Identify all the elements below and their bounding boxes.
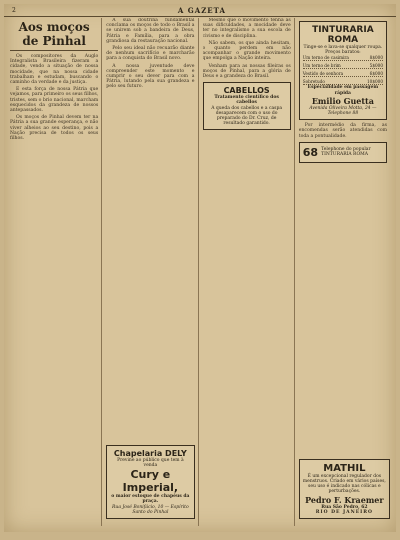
ad-subtitle: Tratamento científico dos cabellos	[214, 95, 279, 106]
price-value: 10$000	[367, 79, 383, 85]
price-row	[303, 71, 383, 77]
price-value: 8$000	[369, 55, 383, 61]
ad-number: 68	[302, 145, 319, 159]
price-item: Um terno de brim	[302, 63, 341, 69]
ad-line: Previne ao público que tem à venda	[117, 457, 184, 468]
ad-street: Rua São Pedro, 62	[321, 504, 368, 510]
ad-text: A queda dos cabellos e a caspa desaparecem com o uso do preparado do Dr. Cruz, de resultado garantido.	[211, 105, 283, 127]
page-number: 2	[12, 6, 16, 14]
price-item: Sobretudo	[302, 79, 325, 85]
paper-title: A GAZETA	[177, 5, 226, 15]
ad-cabelos	[203, 82, 291, 130]
ad-chapelaria	[106, 445, 194, 519]
column-1	[10, 18, 102, 526]
headline: Aos moços de Pinhal	[10, 20, 98, 51]
ad-line: o maior estoque de chapéus da praça.	[111, 494, 190, 505]
ad-text: Telephone do popular TINTURARIA ROMA	[321, 147, 371, 158]
paragraph: Não sabem, os que ainda hesitam, o quanto perdem em não acompanhar o grande movimento que empolga a Nação inteira.	[202, 40, 291, 62]
ad-tagline: Especialidade em passagem rápida	[307, 85, 379, 96]
price-row	[303, 55, 383, 61]
ad-city: RIO DE JANEIRO	[315, 509, 373, 515]
ad-address: Avenida Oliveira Motta, 24 — Telephone 88	[309, 105, 377, 117]
ad-tinturaria	[299, 21, 387, 120]
notes	[299, 123, 387, 139]
price-value: 5$000	[369, 63, 383, 69]
ad-owner: Emilio Guetta	[311, 95, 374, 106]
ad-title: TINTURARIA ROMA	[312, 25, 374, 45]
article-body-1	[10, 54, 98, 141]
paragraph: Os compositores da Auglo Integralista Brasileira fizeram a cidade, vendo a situação de nossa mocidade, que na nossa cidade trabalham e estudam, buscando o caminho da verdade e da justiça.	[10, 54, 99, 86]
article-body-2	[106, 18, 194, 90]
column-3	[203, 18, 295, 526]
paragraph: A nossa juventude deve compreender este momento e cumprir o seu dever para com a Pátria, lutando pela sua grandeza e pelo seu futuro.	[106, 63, 195, 90]
column-2	[106, 18, 198, 526]
ad-title: MATHIL	[323, 462, 366, 474]
ad-agent: Pedro F. Kraemer	[305, 494, 384, 505]
price-list	[303, 55, 383, 85]
paragraph: Os moços de Pinhal devem ter na Pátria a sua grande esperança, e não viver alheios ao seu destino, pois a Nação precisa de todos os seus filhos.	[10, 115, 99, 142]
price-value: 6$000	[369, 71, 383, 77]
ad-text: É um excepcional regulador dos menstruos. Criado em vários países, seu uso é indicado nas cólicas e perturbações.	[302, 473, 386, 495]
article-body-3	[203, 18, 291, 79]
price-item: Um terno de casimira	[302, 55, 349, 61]
ad-intro: Tinge-se e lava-se qualquer roupa. Preços baratos:	[303, 45, 383, 56]
ad-68	[299, 142, 387, 163]
paragraph: A sua doutrina fundamental conclama os moços de todo o Brasil a se unirem sob a bandeira de Deus, Pátria e Família, para a obra grandiosa da restauração nacional.	[106, 18, 195, 44]
paragraph: Venham para as nossas fileiras os moços de Pinhal, para a glória de Deus e a grandeza do Brasil.	[202, 63, 291, 80]
ad-address: Rua José Bonifácio, 10 — Espírito Santo do Pinhal	[112, 504, 189, 515]
paragraph: Por intermédio da firma, as encomendas serão atendidas com toda a pontualidade.	[298, 123, 387, 139]
paragraph: E esta força de nossa Pátria que vejamos, para primeiro os seus filhos, tristes, sem o brio nacional, marcham esquecidos da grandeza de nossos antepassados.	[10, 87, 99, 114]
ad-title: Chapelaria DELY	[113, 448, 187, 458]
masthead	[4, 4, 396, 17]
ad-mathil	[299, 459, 390, 519]
ad-brand: Cury e Imperial,	[122, 468, 179, 495]
price-row	[303, 63, 383, 69]
paragraph: Pelo seu ideal não recuarão diante de nenhum sacrifício e marcharão para a conquista do Brasil novo.	[106, 46, 195, 62]
price-item: Vestido de senhora	[302, 71, 344, 77]
newspaper-page	[4, 4, 396, 532]
column-4	[299, 18, 390, 526]
ad-title: CABELLOS	[223, 86, 270, 96]
columns	[10, 18, 390, 526]
paragraph: Mesmo que o movimento tenha as suas dificuldades, a mocidade deve ter no integralismo a sua escola de civismo e de disciplina.	[202, 18, 291, 39]
